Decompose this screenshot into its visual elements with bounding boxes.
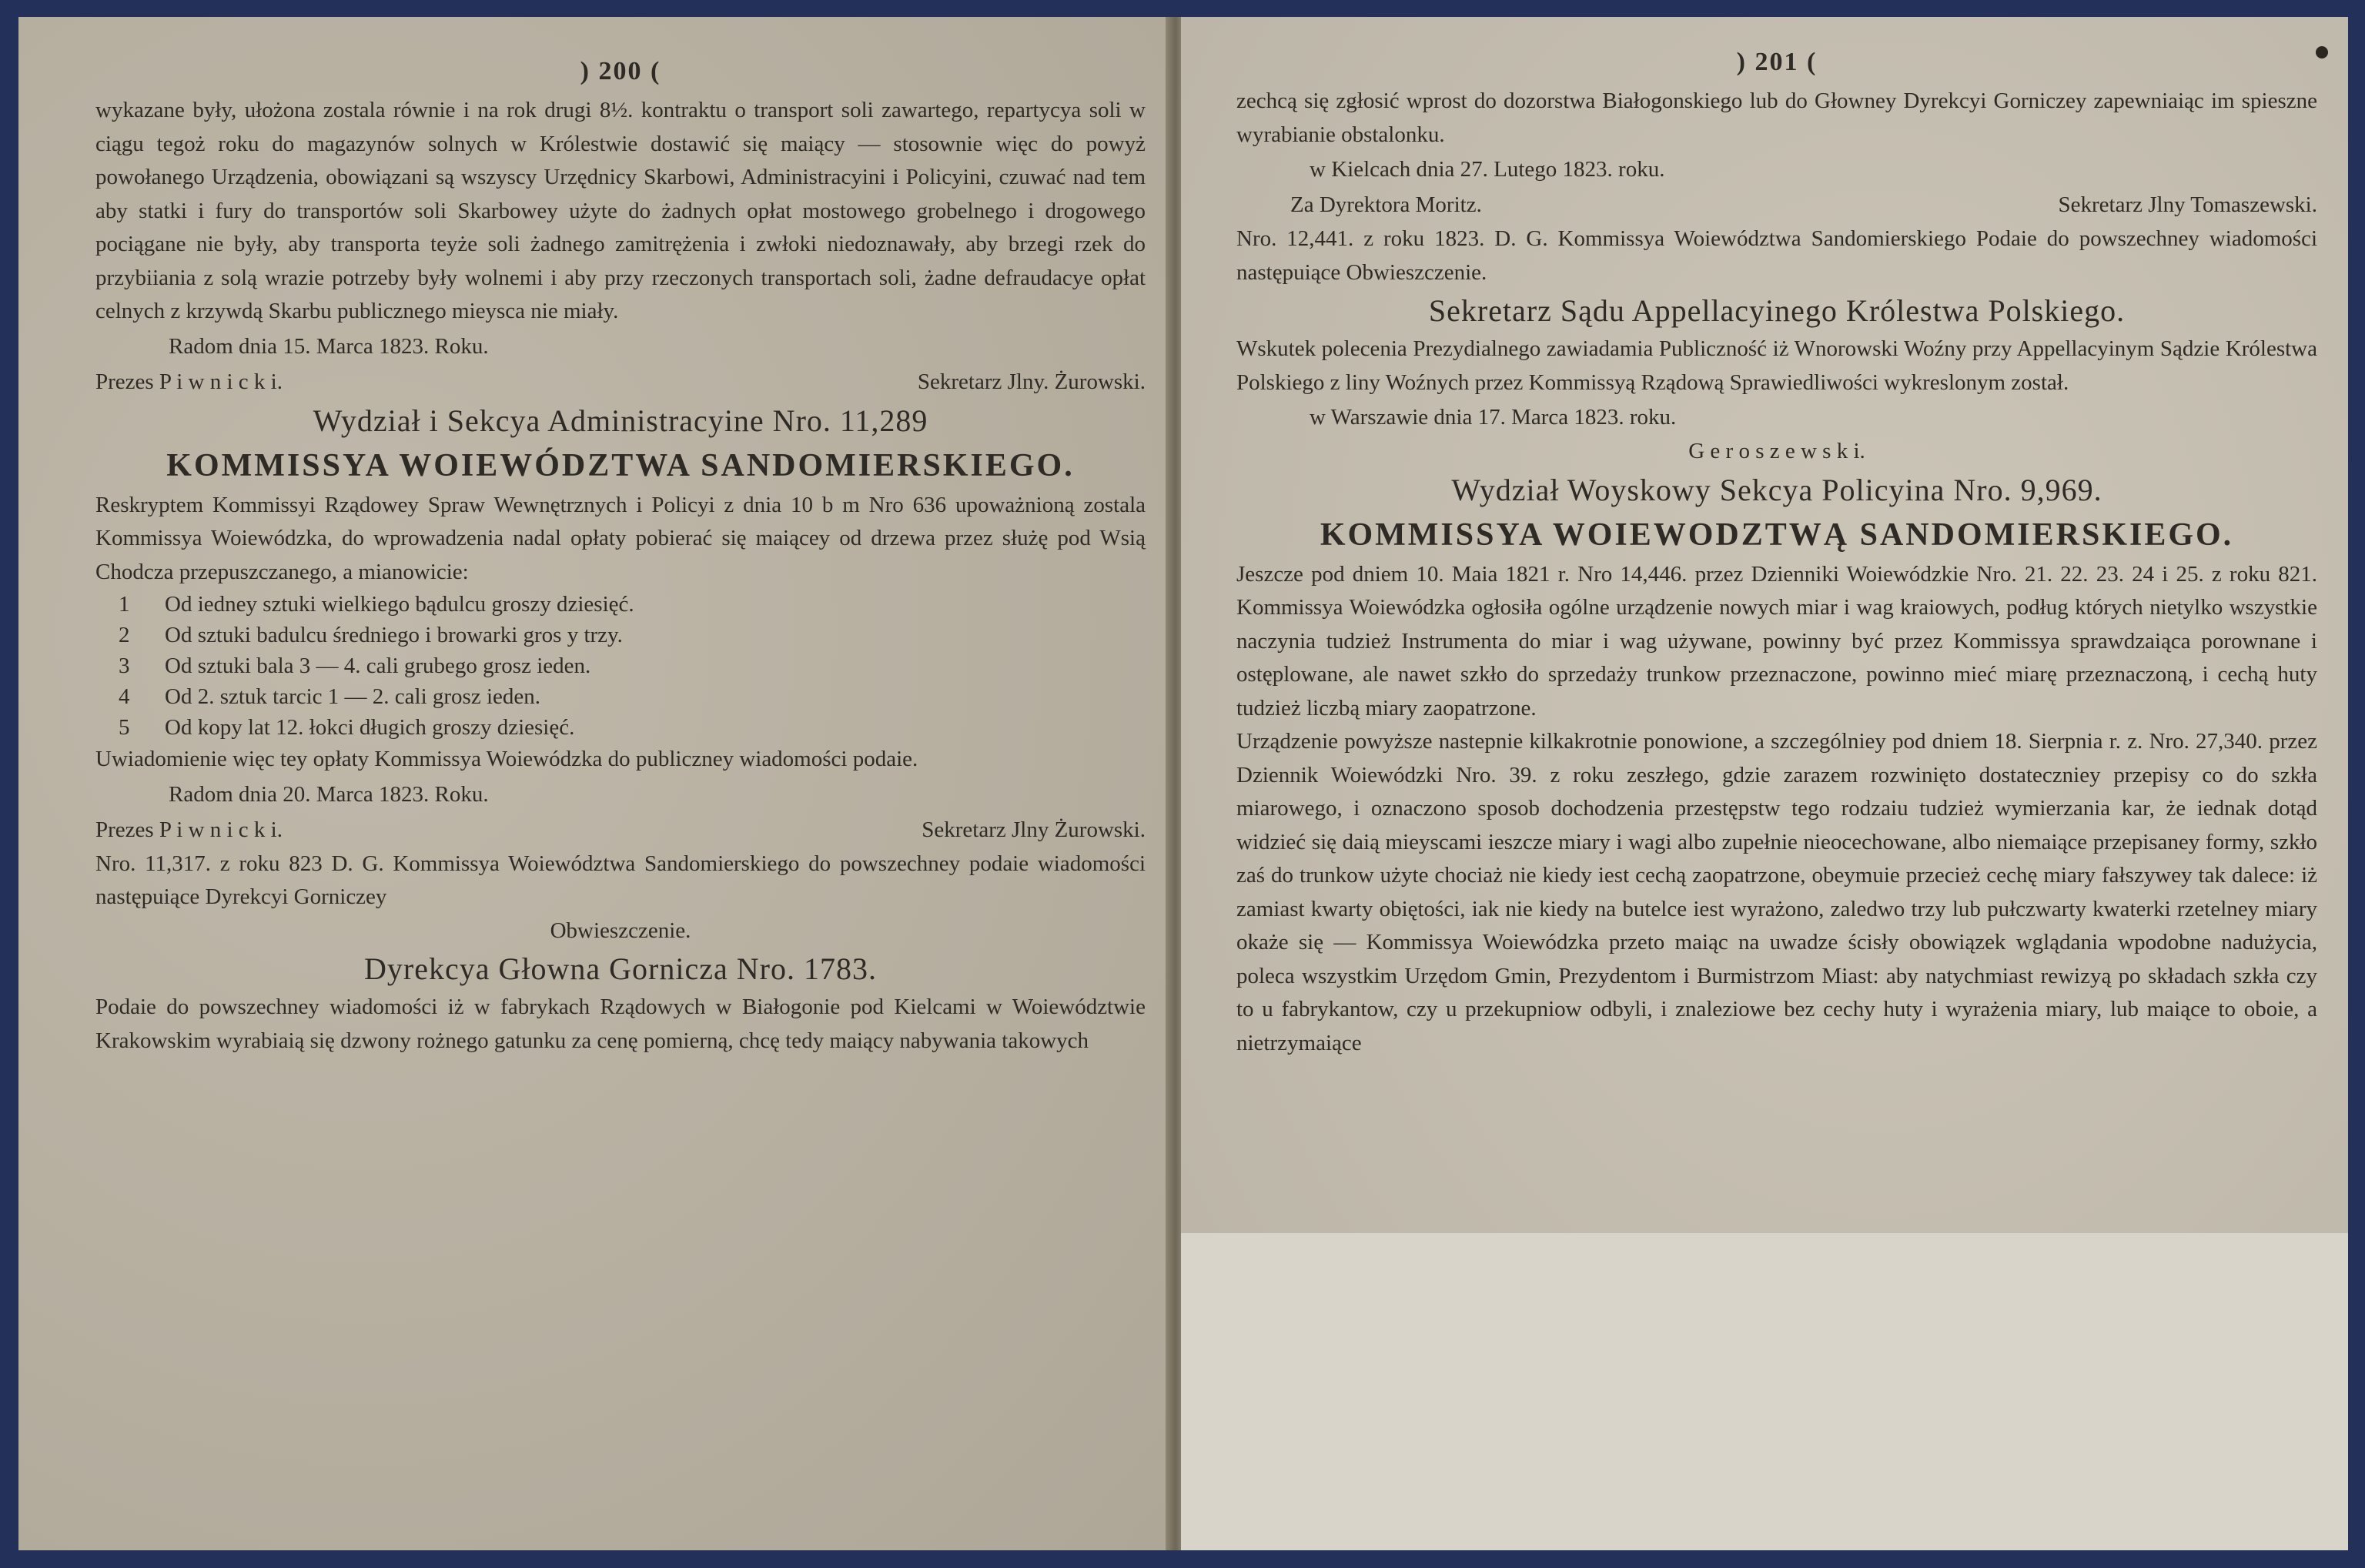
text-paragraph: Jeszcze pod dniem 10. Maia 1821 r. Nro 14,446. przez Dzienniki Woiewódzkie Nro. 21. 22. 23. 24 i 25. z roku 821. Kommissya Woiewódzka ogłosiła ogólne urządzenie nowych miar i wag kraiowych, podług których nietylko wszystkie naczynia tudzież Instrumenta do miar i wag używane, powinny być przez Kommissya sprawdzaiąca porownane i ostęplowane, ale nawet szkło do sprzedaży trunkow przeznaczone, powinno mieć miarę przeznaczoną, i cechą huty tudzież liczbą miary zaopatrzone. — [1236, 561, 2317, 720]
authority-heading: KOMMISSYA WOIEWÓDZTWA SANDOMIERSKIEGO. — [166, 447, 1075, 483]
page-number: ) 200 ( — [580, 57, 661, 85]
list-item-text: Od 2. sztuk tarcic 1 — 2. cali grosz ieden. — [165, 684, 541, 709]
signature-line — [95, 364, 1146, 400]
list-item — [95, 681, 1146, 712]
signature-right: Sekretarz Jlny. Żurowski. — [917, 369, 1146, 394]
text-paragraph: zechcą się zgłosić wprost do dozorstwa Białogonskiego lub do Głowney Dyrekcyi Gorniczey zapewniaiąc im spieszne wyrabianie obstalonku. — [1236, 89, 2317, 147]
ink-spot-icon — [2316, 46, 2328, 59]
text-paragraph: Urządzenie powyższe nastepnie kilkakrotnie ponowione, a szczególniey pod dniem 18. Sierpnia r. z. Nro. 27,340. przez Dziennik Woiewódzki Nro. 39. z roku zeszłego, gdzie zarazem rozwinięto dostateczniey przepisy co do szkła miarowego, i oznaczono sposob dochodzenia przestępstw tego rodzaiu tudzież wymierzania kar, że iednak dotąd widzieć się daią mieyscami ieszcze miary i wagi albo zupełnie nieocechowane, albo niemaiące przepisaney formy, szkło zaś do trunkow użyte chociaż nie kiedy iest cechą zaopatrzone, obeymuie przecież cechę miary fałszywey tak dalece: iż zamiast kwarty obiętości, iak nie kiedy na butelce iest wyrażono, zaledwo trzy lub pułczwarty kwaterki rzetelney miary okaże się — Kommissya Woiewódzka przeto maiąc na uwadze ścisły obowiązek wglądania wpodobne nadużycia, poleca wszystkim Urzędom Gmin, Prezydentom i Burmistrzom Miast: aby natychmiast rewizyą po składach szkła czy to u fabrykantow, czy u przekupniow odbyli, i znaleziowe bez cechy huty i wyrażenia miary, lub maiące to oboie, a nietrzymaiące — [1236, 729, 2317, 1055]
section-heading: Sekretarz Sądu Appellacyinego Królestwa Polskiego. — [1428, 293, 2126, 328]
date-line: w Warszawie dnia 17. Marca 1823. roku. — [1310, 405, 1677, 430]
signature-line: G e r o s z e w s k i. — [1688, 439, 1865, 463]
signature-right: Sekretarz Jlny Tomaszewski. — [2058, 192, 2317, 217]
list-item — [95, 650, 1146, 681]
section-heading: Wydział i Sekcya Administracyine Nro. 11,289 — [313, 403, 928, 438]
text-paragraph: wykazane były, ułożona zostala równie i na rok drugi 8½. kontraktu o transport soli zawartego, repartycya soli w ciągu tegoż roku do magazynów solnych w Królestwie dostawić się maiący — stosownie więc do powyż powołanego Urządzenia, obowiązani są wszyscy Urzędnicy Skarbowi, Administracyini i Policyini, czuwać nad tem aby statki i fury do transportów soli Skarbowey użyte do żadnych opłat mostowego grobelnego i drogowego pociągane nie były, aby transporta teyże soli żadnego zamitrężenia i zwłoki niedoznawały, aby brzegi rzek do przybiiania z solą wrazie potrzeby były wolnemi i aby przy rzeczonych transportach soli, żadne defraudacye opłat celnych z krzywdą Skarbu publicznego mieysca nie miały. — [95, 98, 1146, 323]
list-item-number: 5 — [119, 715, 130, 740]
signature-line — [95, 812, 1146, 848]
list-item — [95, 712, 1146, 743]
list-item-text: Od sztuki bala 3 — 4. cali grubego grosz ieden. — [165, 654, 591, 678]
signature-right: Sekretarz Jlny Żurowski. — [922, 817, 1146, 842]
text-paragraph: Reskryptem Kommissyi Rządowey Spraw Wewnętrznych i Policyi z dnia 10 b m Nro 636 upoważnioną zostala Kommissya Woiewódzka, do wprowadzenia nadal opłaty pobierać się maiącey od drzewa przez służę pod Wsią Chodcza przepuszczanego, a mianowicie: — [95, 492, 1146, 584]
authority-heading: KOMMISSYA WOIEWODZTWĄ SANDOMIERSKIEGO. — [1320, 517, 2234, 553]
text-paragraph: Nro. 12,441. z roku 1823. D. G. Kommissya Woiewództwa Sandomierskiego Podaie do powszechney wiadomości następuiące Obwieszczenie. — [1236, 226, 2317, 285]
signature-left: Prezes P i w n i c k i. — [95, 817, 283, 842]
list-item — [95, 620, 1146, 650]
list-item-text: Od iedney sztuki wielkiego bądulcu groszy dziesięć. — [165, 592, 634, 617]
date-line: w Kielcach dnia 27. Lutego 1823. roku. — [1310, 157, 1665, 182]
list-item — [95, 589, 1146, 620]
notice-label: Obwieszczenie. — [550, 918, 691, 943]
right-page — [1181, 17, 2348, 1550]
section-heading: Dyrekcya Głowna Gornicza Nro. 1783. — [364, 951, 877, 986]
date-line: Radom dnia 20. Marca 1823. Roku. — [169, 781, 489, 807]
blank-margin — [1181, 1233, 2348, 1550]
list-item-number: 4 — [119, 684, 130, 709]
text-paragraph: Wskutek polecenia Prezydialnego zawiadamia Publiczność iż Wnorowski Woźny przy Appellacyinym Sądzie Królestwa Polskiego z liny Woźnych przez Kommissyą Rządową Sprawiedliwości wykreslonym został. — [1236, 336, 2317, 395]
left-page — [18, 17, 1173, 1550]
date-line: Radom dnia 15. Marca 1823. Roku. — [169, 333, 489, 359]
list-item-text: Od sztuki badulcu średniego i browarki gros y trzy. — [165, 623, 623, 647]
signature-left: Za Dyrektora Moritz. — [1290, 192, 1482, 217]
text-paragraph: Uwiadomienie więc tey opłaty Kommissya Woiewódzka do publiczney wiadomości podaie. — [95, 747, 918, 771]
text-paragraph: Nro. 11,317. z roku 823 D. G. Kommissya Woiewództwa Sandomierskiego do powszechney podaie wiadomości następuiące Dyrekcyi Gorniczey — [95, 851, 1146, 909]
text-paragraph: Podaie do powszechney wiadomości iż w fabrykach Rządowych w Białogonie pod Kielcami w Woiewództwie Krakowskim wyrabiaią się dzwony rożnego gatunku za cenę pomierną, chcę tedy maiący nabywania takowych — [95, 995, 1146, 1053]
list-item-number: 1 — [119, 592, 130, 617]
signature-left: Prezes P i w n i c k i. — [95, 369, 283, 394]
list-item-number: 3 — [119, 654, 130, 678]
list-item-number: 2 — [119, 623, 130, 647]
section-heading: Wydział Woyskowy Sekcya Policyina Nro. 9,969. — [1451, 472, 2102, 507]
page-number: ) 201 ( — [1736, 48, 1818, 76]
signature-line — [1236, 187, 2317, 222]
list-item-text: Od kopy lat 12. łokci długich groszy dziesięć. — [165, 715, 575, 740]
